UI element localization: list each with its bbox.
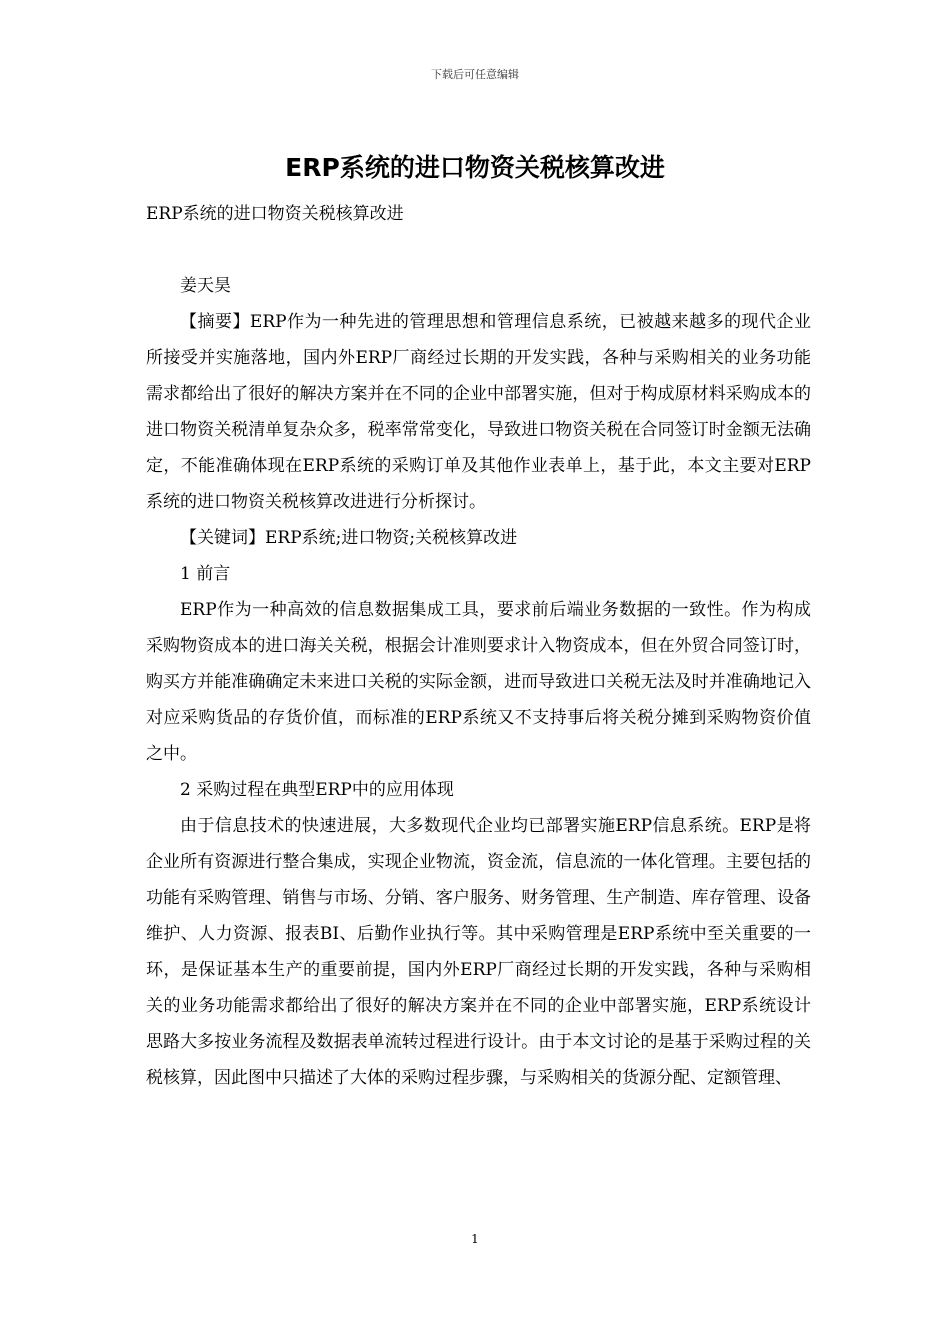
author: 姜天昊 xyxy=(180,276,231,296)
document-body xyxy=(146,196,811,1096)
section-body-preface: ERP作为一种高效的信息数据集成工具，要求前后端业务数据的一致性。作为构成采购物资成本的进口海关关税，根据会计准则要求计入物资成本，但在外贸合同签订时，购买方并能准确确定未来进口关税的实际金额，进而导致进口关税无法及时并准确地记入对应采购货品的存货价值，而标准的ERP系统又不支持事后将关税分摊到采购物资价值之中。 xyxy=(146,600,811,764)
document-subtitle: ERP系统的进口物资关税核算改进 xyxy=(146,204,404,224)
blank-line xyxy=(146,232,811,268)
section-heading-erp-purchasing: 2 采购过程在典型ERP中的应用体现 xyxy=(180,780,454,800)
page-number: 1 xyxy=(471,1232,479,1246)
keywords-paragraph: 【关键词】ERP系统;进口物资;关税核算改进 xyxy=(180,528,518,548)
abstract-paragraph: 【摘要】ERP作为一种先进的管理思想和管理信息系统，已被越来越多的现代企业所接受并实施落地，国内外ERP厂商经过长期的开发实践，各种与采购相关的业务功能需求都给出了很好的解决方案并在不同的企业中部署实施，但对于构成原材料采购成本的进口物资关税清单复杂众多，税率常常变化，导致进口物资关税在合同签订时金额无法确定，不能准确体现在ERP系统的采购订单及其他作业表单上，基于此，本文主要对ERP系统的进口物资关税核算改进进行分析探讨。 xyxy=(146,312,811,512)
page-header: 下载后可任意编辑 xyxy=(431,68,519,81)
document-title: ERP系统的进口物资关税核算改进 xyxy=(285,153,665,182)
section-heading-preface: 1 前言 xyxy=(180,564,231,584)
section-body-erp-purchasing: 由于信息技术的快速进展，大多数现代企业均已部署实施ERP信息系统。ERP是将企业所有资源进行整合集成，实现企业物流，资金流，信息流的一体化管理。主要包括的功能有采购管理、销售与市场、分销、客户服务、财务管理、生产制造、库存管理、设备维护、人力资源、报表BI、后勤作业执行等。其中采购管理是ERP系统中至关重要的一环，是保证基本生产的重要前提，国内外ERP厂商经过长期的开发实践，各种与采购相关的业务功能需求都给出了很好的解决方案并在不同的企业中部署实施，ERP系统设计思路大多按业务流程及数据表单流转过程进行设计。由于本文讨论的是基于采购过程的关税核算，因此图中只描述了大体的采购过程步骤，与采购相关的货源分配、定额管理、 xyxy=(146,816,811,1088)
